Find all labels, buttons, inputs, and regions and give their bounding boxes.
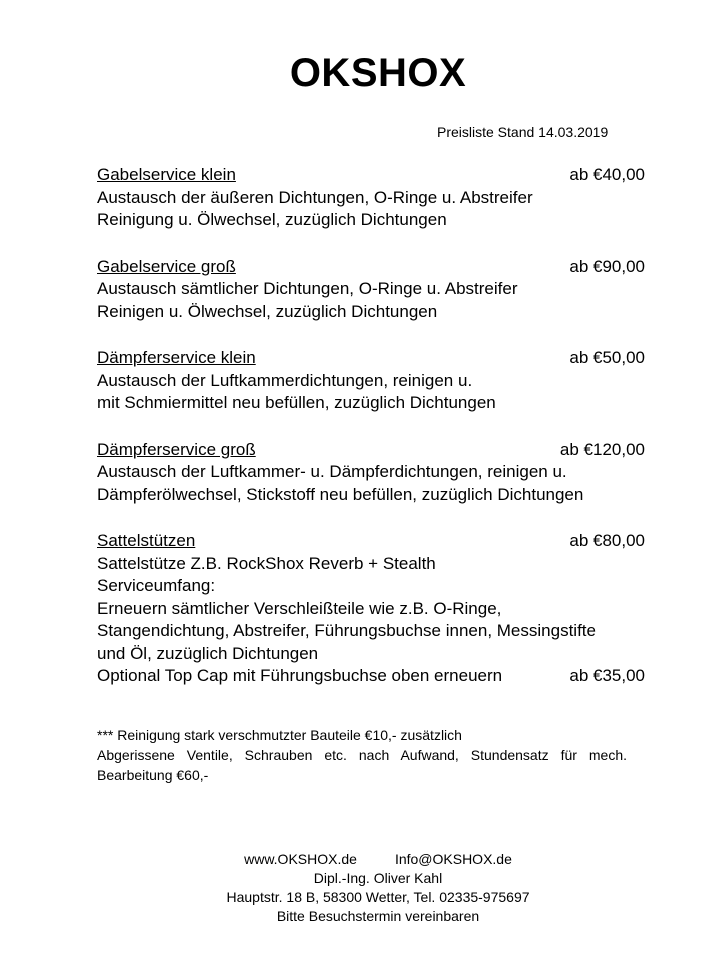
service-name: Gabelservice klein bbox=[97, 165, 236, 184]
service-name: Gabelservice groß bbox=[97, 256, 236, 276]
email-link[interactable]: Info@OKSHOX.de bbox=[394, 851, 512, 867]
service-description: Dämpferölwechsel, Stickstoff neu befüllen, zuzüglich Dichtungen bbox=[97, 484, 584, 504]
option-price: ab €35,00 bbox=[569, 666, 645, 685]
footnote-line: Abgerissene Ventile, Schrauben etc. nach Aufwand, Stundensatz für mech. bbox=[97, 747, 627, 763]
service-description: Austausch der äußeren Dichtungen, O-Ringe u. Abstreifer bbox=[97, 187, 533, 207]
service-price: ab €120,00 bbox=[559, 439, 645, 459]
footnote-line: *** Reinigung stark verschmutzter Bauteile €10,- zusätzlich bbox=[97, 727, 462, 743]
footer-note: Bitte Besuchstermin vereinbaren bbox=[276, 908, 480, 924]
service-description: Erneuern sämtlicher Verschleißteile wie z.B. O-Ringe, bbox=[97, 598, 502, 618]
service-price: ab €40,00 bbox=[569, 165, 645, 184]
service-description: Austausch der Luftkammerdichtungen, reinigen u. bbox=[97, 370, 473, 390]
footer-name: Dipl.-Ing. Oliver Kahl bbox=[313, 870, 443, 886]
service-option bbox=[97, 665, 645, 688]
service-sattelstuetzen bbox=[97, 530, 645, 688]
service-name: Dämpferservice klein bbox=[97, 348, 256, 367]
footnote bbox=[97, 725, 627, 785]
service-price: ab €80,00 bbox=[569, 531, 645, 550]
website-link[interactable]: www.OKSHOX.de bbox=[244, 851, 357, 867]
service-description: Austausch sämtlicher Dichtungen, O-Ringe u. Abstreifer bbox=[97, 279, 518, 298]
price-list-date: Preisliste Stand 14.03.2019 bbox=[437, 124, 609, 140]
footnote-line: Bearbeitung €60,- bbox=[97, 767, 209, 783]
page-title: OKSHOX bbox=[289, 51, 467, 95]
service-description: mit Schmiermittel neu befüllen, zuzüglich Dichtungen bbox=[97, 393, 496, 412]
footer-address: Hauptstr. 18 B, 58300 Wetter, Tel. 02335-975697 bbox=[226, 889, 530, 905]
contact-footer bbox=[0, 850, 720, 926]
service-price: ab €50,00 bbox=[569, 348, 645, 367]
footer-web-line bbox=[0, 850, 720, 869]
service-price: ab €90,00 bbox=[569, 256, 645, 276]
price-list bbox=[97, 164, 645, 688]
option-text: Optional Top Cap mit Führungsbuchse oben erneuern bbox=[97, 666, 503, 685]
service-description: Reinigen u. Ölwechsel, zuzüglich Dichtungen bbox=[97, 301, 438, 321]
service-gabelservice-gross bbox=[97, 256, 645, 324]
service-description: Serviceumfang: bbox=[97, 576, 216, 595]
service-description: und Öl, zuzüglich Dichtungen bbox=[97, 643, 319, 663]
service-description: Stangendichtung, Abstreifer, Führungsbuchse innen, Messingstifte bbox=[97, 621, 596, 640]
service-description: Austausch der Luftkammer- u. Dämpferdichtungen, reinigen u. bbox=[97, 462, 567, 481]
service-daempferservice-klein bbox=[97, 347, 645, 415]
service-description: Reinigung u. Ölwechsel, zuzüglich Dichtungen bbox=[97, 210, 447, 229]
service-name: Sattelstützen bbox=[97, 531, 196, 550]
service-daempferservice-gross bbox=[97, 439, 645, 507]
service-gabelservice-klein bbox=[97, 164, 645, 232]
service-name: Dämpferservice groß bbox=[97, 439, 256, 459]
service-description: Sattelstütze Z.B. RockShox Reverb + Stealth bbox=[97, 553, 436, 573]
